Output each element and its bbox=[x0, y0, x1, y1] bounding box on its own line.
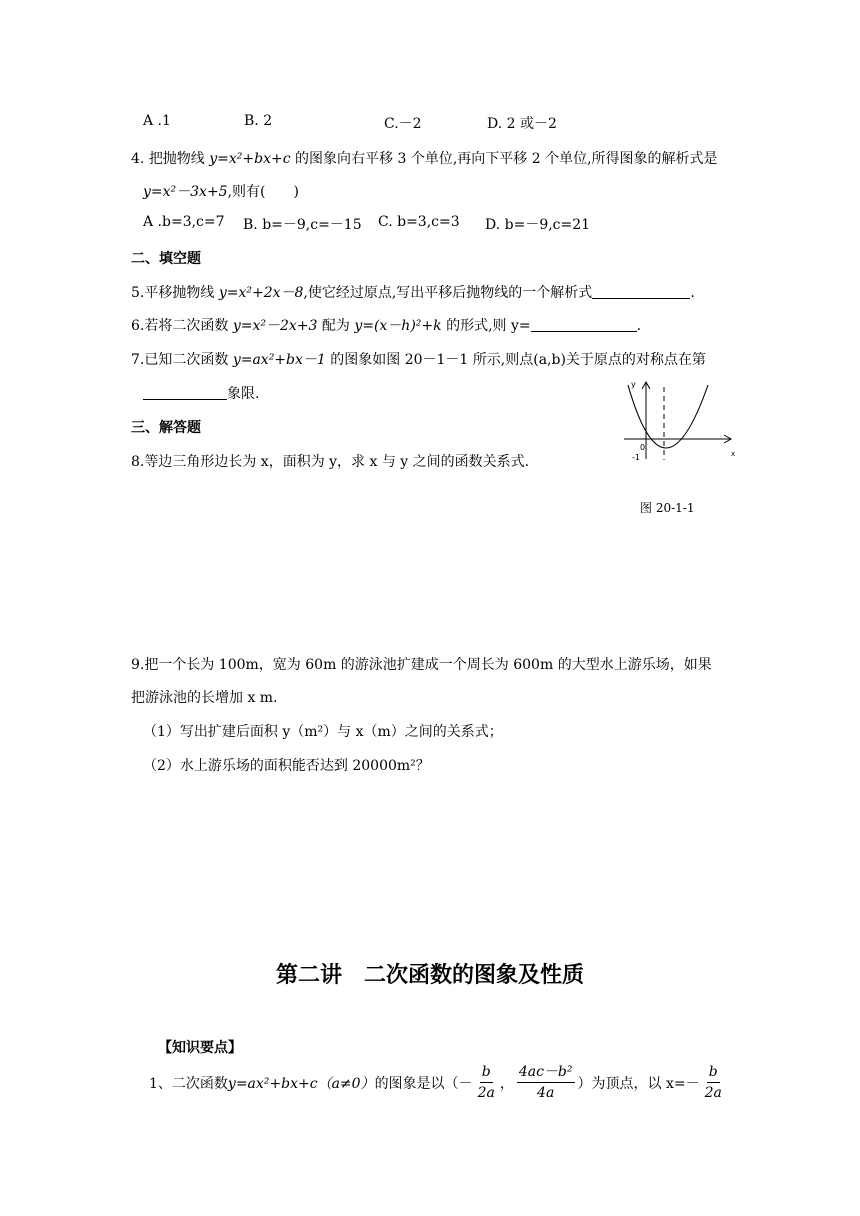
figure-label-x: x bbox=[731, 450, 736, 458]
q5-answer-blank[interactable] bbox=[592, 284, 690, 299]
q4-option-c: C. b=3,c=3 bbox=[378, 214, 460, 230]
q9-sub1: （1）写出扩建后面积 y（m²）与 x（m）之间的关系式； bbox=[143, 724, 503, 740]
q6-end: . bbox=[636, 318, 642, 334]
k1-frac2-numerator: 4ac－b² bbox=[517, 1062, 575, 1083]
q5-pre: 5.平移抛物线 bbox=[131, 285, 219, 301]
section-fill-in-title: 二、填空题 bbox=[131, 251, 201, 267]
q6 bbox=[131, 315, 641, 335]
q4-line2 bbox=[143, 181, 299, 201]
k1-fraction-3 bbox=[703, 1062, 724, 1103]
k1-formula: y=ax²+bx+c（a≠0） bbox=[227, 1075, 375, 1092]
q7-formula: y=ax²+bx－1 bbox=[232, 352, 326, 368]
figure-label-y: y bbox=[631, 380, 636, 389]
k1-fraction-1 bbox=[476, 1062, 497, 1103]
k1-frac2-denominator: 4a bbox=[537, 1085, 555, 1101]
q3-option-a: A .1 bbox=[143, 113, 171, 129]
q4-number: 4. bbox=[131, 151, 149, 167]
q6-mid: 配为 bbox=[317, 318, 355, 334]
q3-option-b: B. 2 bbox=[244, 113, 273, 129]
q6-formula2: y=(x－h)²+k bbox=[354, 318, 442, 334]
parabola-figure bbox=[618, 375, 743, 460]
q6-pre: 6.若将二次函数 bbox=[131, 318, 233, 334]
q3-option-d: D. 2 或－2 bbox=[487, 116, 557, 132]
q8: 8.等边三角形边长为 x，面积为 y，求 x 与 y 之间的函数关系式. bbox=[131, 454, 530, 470]
q7-answer-blank[interactable] bbox=[143, 385, 227, 400]
q4-option-b: B. b=－9,c=－15 bbox=[243, 217, 362, 233]
q4-formula2: y=x²－3x+5 bbox=[143, 184, 228, 200]
q9-line1: 9.把一个长为 100m，宽为 60m 的游泳池扩建成一个周长为 600m 的大型水上游乐场，如果 bbox=[131, 657, 712, 673]
q3-option-c: C.－2 bbox=[384, 116, 422, 132]
q6-answer-blank[interactable] bbox=[531, 317, 637, 332]
figure-label-origin: 0 bbox=[640, 443, 646, 452]
q6-formula1: y=x²－2x+3 bbox=[232, 318, 318, 334]
q5-end: . bbox=[690, 285, 695, 301]
q6-post: 的形式,则 y= bbox=[441, 318, 531, 334]
k1-frac3-denominator: 2a bbox=[704, 1085, 722, 1101]
k1-comma: ， bbox=[499, 1075, 514, 1092]
q9-line2: 把游泳池的长增加 x m. bbox=[131, 690, 278, 706]
q4-text1: 把抛物线 bbox=[148, 151, 210, 167]
k1-mid: 的图象是以（－ bbox=[374, 1075, 473, 1092]
k1-fraction-2 bbox=[517, 1062, 575, 1103]
q7-post: 的图象如图 20－1－1 所示,则点(a,b)关于原点的对称点在第 bbox=[325, 352, 706, 368]
q7-line2-text: 象限. bbox=[227, 386, 260, 402]
q4-option-a: A .b=3,c=7 bbox=[143, 214, 225, 230]
q7-pre: 7.已知二次函数 bbox=[131, 352, 233, 368]
knowledge-point-1 bbox=[149, 1062, 727, 1103]
section-answer-title: 三、解答题 bbox=[131, 420, 201, 436]
knowledge-points-heading: 【知识要点】 bbox=[158, 1040, 242, 1056]
q9-sub2: （2）水上游乐场的面积能否达到 20000m²？ bbox=[143, 758, 430, 774]
figure-label-neg1: -1 bbox=[632, 453, 640, 460]
figure-caption: 图 20-1-1 bbox=[640, 501, 695, 515]
q5-post: ,使它经过原点,写出平移后抛物线的一个解析式 bbox=[303, 285, 593, 301]
lecture-title: 第二讲 二次函数的图象及性质 bbox=[275, 963, 584, 988]
k1-frac1-numerator: b bbox=[480, 1062, 493, 1083]
k1-frac3-numerator: b bbox=[707, 1062, 720, 1083]
q4-option-d: D. b=－9,c=21 bbox=[485, 217, 591, 233]
k1-pre: 1、二次函数 bbox=[149, 1075, 228, 1092]
q4-text3: ,则有( ) bbox=[227, 184, 299, 200]
q7-line1 bbox=[131, 349, 706, 369]
q5-formula: y=x²+2x－8 bbox=[218, 285, 304, 301]
k1-frac1-denominator: 2a bbox=[477, 1085, 495, 1101]
k1-post: ）为顶点，以 x=－ bbox=[577, 1075, 700, 1092]
q5 bbox=[131, 282, 695, 302]
q7-line2 bbox=[143, 383, 259, 403]
q4-text2: 的图象向右平移 3 个单位,再向下平移 2 个单位,所得图象的解析式是 bbox=[290, 151, 718, 167]
q4-formula1: y=x²+bx+c bbox=[209, 151, 291, 167]
q4-line1 bbox=[131, 148, 718, 168]
